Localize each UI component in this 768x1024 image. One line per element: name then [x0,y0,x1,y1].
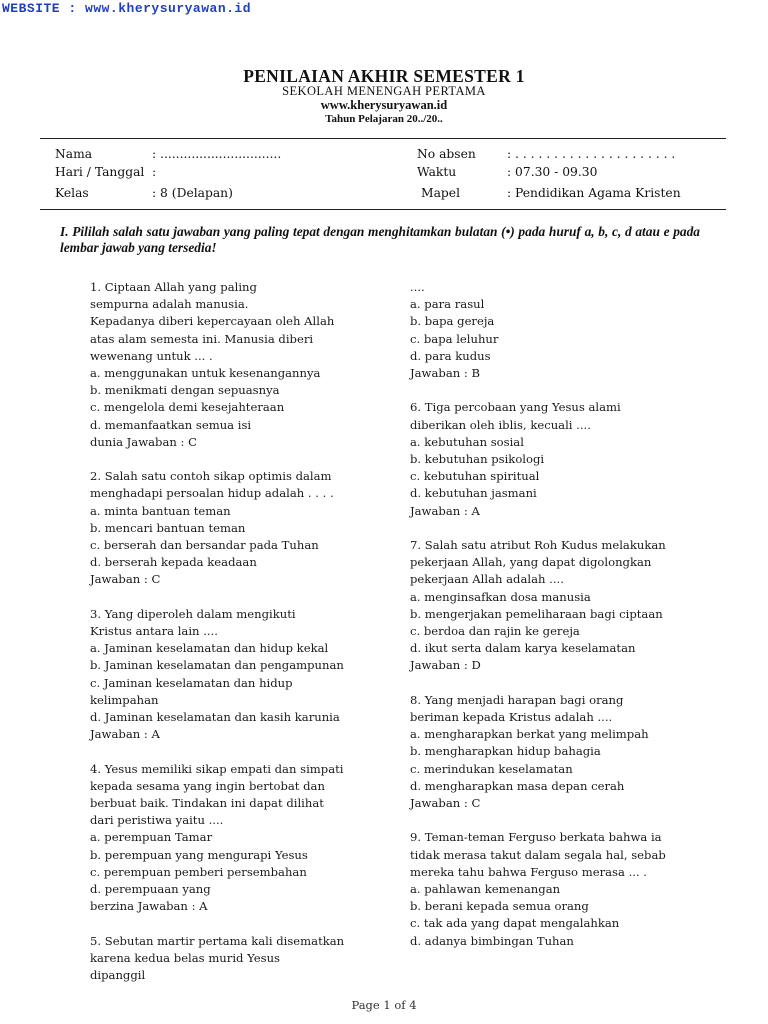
question-line: b. mencari bantuan teman [90,520,246,535]
question-line: .... [410,280,425,294]
question-line: 9. Teman-teman Ferguso berkata bahwa ia [410,830,662,845]
questions-left-column [90,279,390,984]
question-line: d. memanfaatkan semua isi [90,417,252,432]
waktu-label: Waktu [417,165,457,179]
line-gap [410,382,710,399]
question-line: 8. Yang menjadi harapan bagi orang [410,692,624,707]
question-line: dipanggil [90,968,146,983]
school-year: Tahun Pelajaran 20../20.. [325,113,443,125]
question-line: a. mengharapkan berkat yang melimpah [410,727,649,742]
question-line: d. Jaminan keselamatan dan kasih karunia [90,710,340,725]
question-line: diberikan oleh iblis, kecuali .... [410,417,591,432]
question-line: a. perempuan Tamar [90,830,213,845]
question-line: c. kebutuhan spiritual [410,469,540,484]
question-line: 7. Salah satu atribut Roh Kudus melakukan [410,538,666,553]
kelas-field: : 8 (Delapan) [152,186,233,200]
line-gap [90,589,390,606]
question-line: Kepadanya diberi kepercayaan oleh Allah [90,314,335,329]
absen-field: : . . . . . . . . . . . . . . . . . . . . . [507,147,676,161]
question-line: b. mengharapkan hidup bahagia [410,744,601,759]
question-line: atas alam semesta ini. Manusia diberi [90,331,314,346]
question-line: Jawaban : C [90,572,161,587]
line-gap [410,812,710,829]
question-line: b. kebutuhan psikologi [410,452,545,467]
question-line: 3. Yang diperoleh dalam mengikuti [90,606,296,621]
question-line: c. tak ada yang dapat mengalahkan [410,916,620,931]
question-line: dunia Jawaban : C [90,434,198,449]
question-line: c. Jaminan keselamatan dan hidup [90,675,293,690]
question-line: a. menginsafkan dosa manusia [410,589,591,604]
question-line: a. menggunakan untuk kesenangannya [90,366,321,381]
question-line: b. Jaminan keselamatan dan pengampunan [90,658,344,673]
question-line: d. adanya bimbingan Tuhan [410,933,574,948]
question-line: b. perempuan yang mengurapi Yesus [90,847,308,862]
question-line: c. merindukan keselamatan [410,761,573,776]
question-line: b. menikmati dengan sepuasnya [90,383,280,398]
nama-field: : ............................... [152,147,282,161]
question-line: d. mengharapkan masa depan cerah [410,778,625,793]
nama-label: Nama [55,147,93,161]
question-line: dari peristiwa yaitu .... [90,813,224,828]
question-line: beriman kepada Kristus adalah .... [410,710,613,725]
question-line: c. berdoa dan rajin ke gereja [410,624,580,639]
mapel-label: Mapel [421,186,461,200]
question-line: 6. Tiga percobaan yang Yesus alami [410,400,621,415]
question-line: wewenang untuk ... . [90,348,213,363]
question-line: mereka tahu bahwa Ferguso merasa ... . [410,864,647,879]
question-line: menghadapi persoalan hidup adalah . . . . [90,486,334,501]
question-line: Jawaban : A [410,503,480,518]
question-line: pekerjaan Allah adalah .... [410,572,564,587]
line-gap [410,675,710,692]
site-url: www.kherysuryawan.id [320,98,448,112]
question-line: a. Jaminan keselamatan dan hidup kekal [90,641,329,656]
question-line: pekerjaan Allah, yang dapat digolongkan [410,555,652,570]
question-line: tidak merasa takut dalam segala hal, sebab [410,847,666,862]
question-line: c. mengelola demi kesejahteraan [90,400,285,415]
website-banner[interactable]: WEBSITE : www.kherysuryawan.id [2,1,252,16]
question-line: d. kebutuhan jasmani [410,486,537,501]
hari-label: Hari / Tanggal [55,165,145,179]
question-line: Jawaban : D [410,658,481,673]
question-line: Jawaban : B [410,366,480,381]
instruction-text: I. Pililah salah satu jawaban yang paling tepat dengan menghitamkan bulatan (•) pada huruf a, b, c, d atau e pada lembar jawab yang tersedia! [60,224,700,255]
waktu-field: : 07.30 - 09.30 [507,165,598,179]
question-line: 4. Yesus memiliki sikap empati dan simpati [90,761,344,776]
mapel-field: : Pendidikan Agama Kristen [507,186,681,200]
line-gap [90,451,390,468]
absen-label: No absen [417,147,476,161]
question-line: karena kedua belas murid Yesus [90,950,281,965]
question-line: c. perempuan pemberi persembahan [90,864,307,879]
hari-field: : [152,165,157,179]
question-line: b. mengerjakan pemeliharaan bagi ciptaan [410,606,663,621]
question-line: c. bapa leluhur [410,331,499,346]
line-gap [410,520,710,537]
question-line: kelimpahan [90,692,159,707]
question-line: berzina Jawaban : A [90,899,208,914]
question-line: d. perempuaan yang [90,882,211,897]
question-line: c. berserah dan bersandar pada Tuhan [90,538,319,553]
question-line: d. berserah kepada keadaan [90,555,257,570]
question-line: d. para kudus [410,348,491,363]
question-line: sempurna adalah manusia. [90,297,249,312]
school-name: SEKOLAH MENENGAH PERTAMA [282,84,486,98]
question-line: b. berani kepada semua orang [410,899,589,914]
question-line: kepada sesama yang ingin bertobat dan [90,778,325,793]
question-line: a. pahlawan kemenangan [410,882,561,897]
line-gap [90,915,390,932]
question-line: a. para rasul [410,297,485,312]
question-line: a. minta bantuan teman [90,503,231,518]
line-gap [90,743,390,760]
question-line: 2. Salah satu contoh sikap optimis dalam [90,469,332,484]
question-line: d. ikut serta dalam karya keselamatan [410,641,636,656]
question-line: berbuat baik. Tindakan ini dapat dilihat [90,796,324,811]
kelas-label: Kelas [55,186,89,200]
question-line: a. kebutuhan sosial [410,434,524,449]
question-line: 1. Ciptaan Allah yang paling [90,280,257,294]
question-line: Jawaban : A [90,727,160,742]
questions-right-column [410,279,710,950]
question-line: 5. Sebutan martir pertama kali disematkan [90,933,345,948]
question-line: Kristus antara lain .... [90,624,218,639]
question-line: b. bapa gereja [410,314,495,329]
page-number: Page 1 of 4 [351,998,417,1012]
student-info-box [40,138,726,210]
question-line: Jawaban : C [410,796,481,811]
exam-title: PENILAIAN AKHIR SEMESTER 1 [243,66,525,86]
